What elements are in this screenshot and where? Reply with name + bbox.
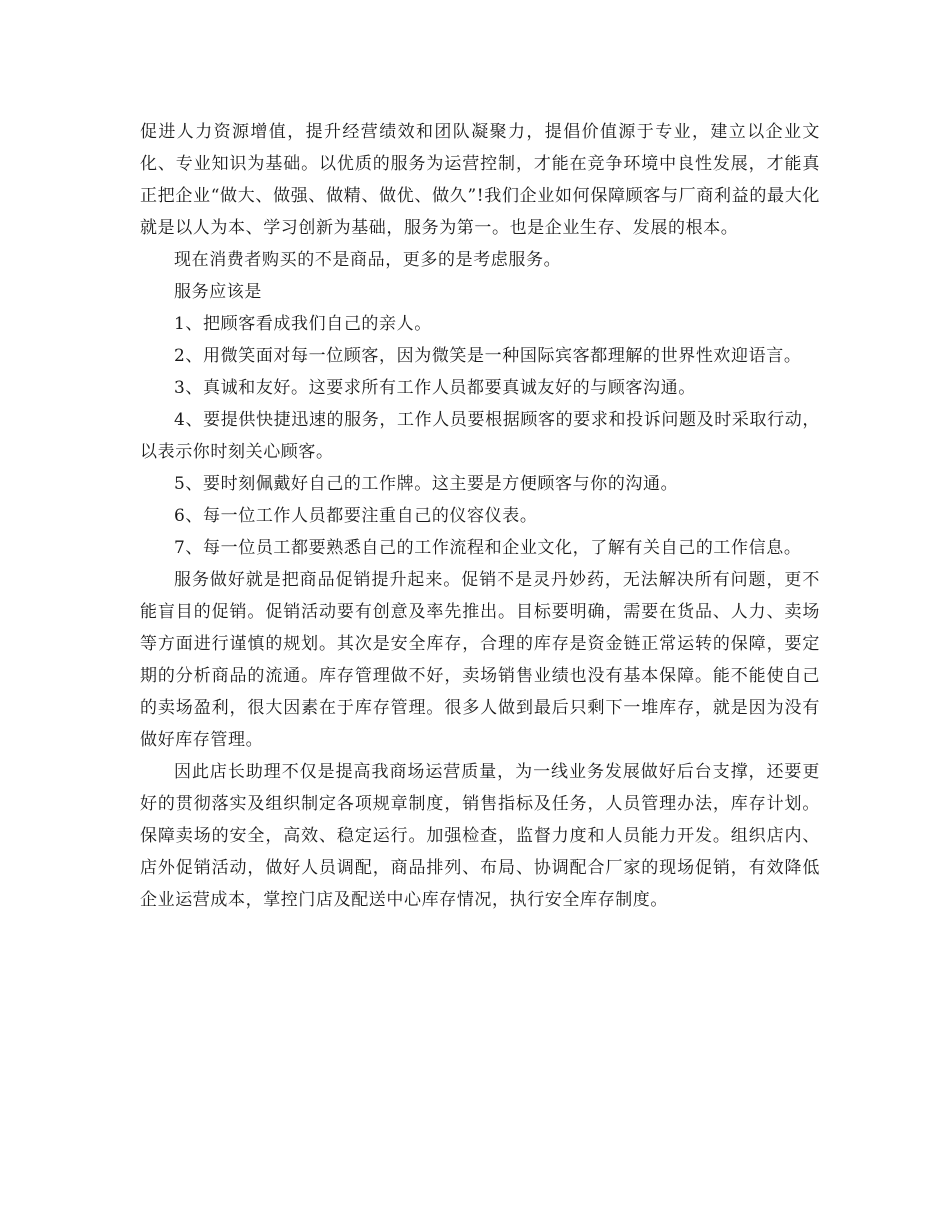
list-item-2: 2、用微笑面对每一位顾客，因为微笑是一种国际宾客都理解的世界性欢迎语言。 [174,346,802,366]
list-item-5: 5、要时刻佩戴好自己的工作牌。这主要是方便顾客与你的沟通。 [174,474,679,494]
list-item-1: 1、把顾客看成我们自己的亲人。 [174,314,432,334]
list-item-3: 3、真诚和友好。这要求所有工作人员都要真诚友好的与顾客沟通。 [174,378,696,398]
paragraph-intro: 促进人力资源增值，提升经营绩效和团队凝聚力，提倡价值源于专业，建立以企业文化、专业知识为基础。以优质的服务为运营控制，才能在竞争环境中良性发展，才能真正把企业“做大、做强、做精、做优、做久”!我们企业如何保障顾客与厂商利益的最大化就是以人为本、学习创新为基础，服务为第一。也是企业生存、发展的根本。 [140,122,820,238]
paragraph-consumer-service: 现在消费者购买的不是商品，更多的是考虑服务。 [174,250,562,270]
paragraph-promotion-inventory: 服务做好就是把商品促销提升起来。促销不是灵丹妙药，无法解决所有问题，更不能盲目的促销。促销活动要有创意及率先推出。目标要明确，需要在货品、人力、卖场等方面进行谨慎的规划。其次是安全库存，合理的库存是资金链正常运转的保障，要定期的分析商品的流通。库存管理做不好，卖场销售业绩也没有基本保障。能不能使自己的卖场盈利，很大因素在于库存管理。很多人做到最后只剩下一堆库存，就是因为没有做好库存管理。 [140,570,820,750]
list-item-6: 6、每一位工作人员都要注重自己的仪容仪表。 [174,506,538,526]
document-body [140,116,820,916]
list-item-4: 4、要提供快捷迅速的服务，工作人员要根据顾客的要求和投诉问题及时采取行动，以表示你时刻关心顾客。 [140,410,820,462]
paragraph-store-assistant: 因此店长助理不仅是提高我商场运营质量，为一线业务发展做好后台支撑，还要更好的贯彻落实及组织制定各项规章制度，销售指标及任务，人员管理办法，库存计划。保障卖场的安全，高效、稳定运行。加强检查，监督力度和人员能力开发。组织店内、店外促销活动，做好人员调配，商品排列、布局、协调配合厂家的现场促销，有效降低企业运营成本，掌控门店及配送中心库存情况，执行安全库存制度。 [140,762,820,910]
paragraph-service-should-be: 服务应该是 [174,282,262,302]
list-item-7: 7、每一位员工都要熟悉自己的工作流程和企业文化，了解有关自己的工作信息。 [174,538,802,558]
